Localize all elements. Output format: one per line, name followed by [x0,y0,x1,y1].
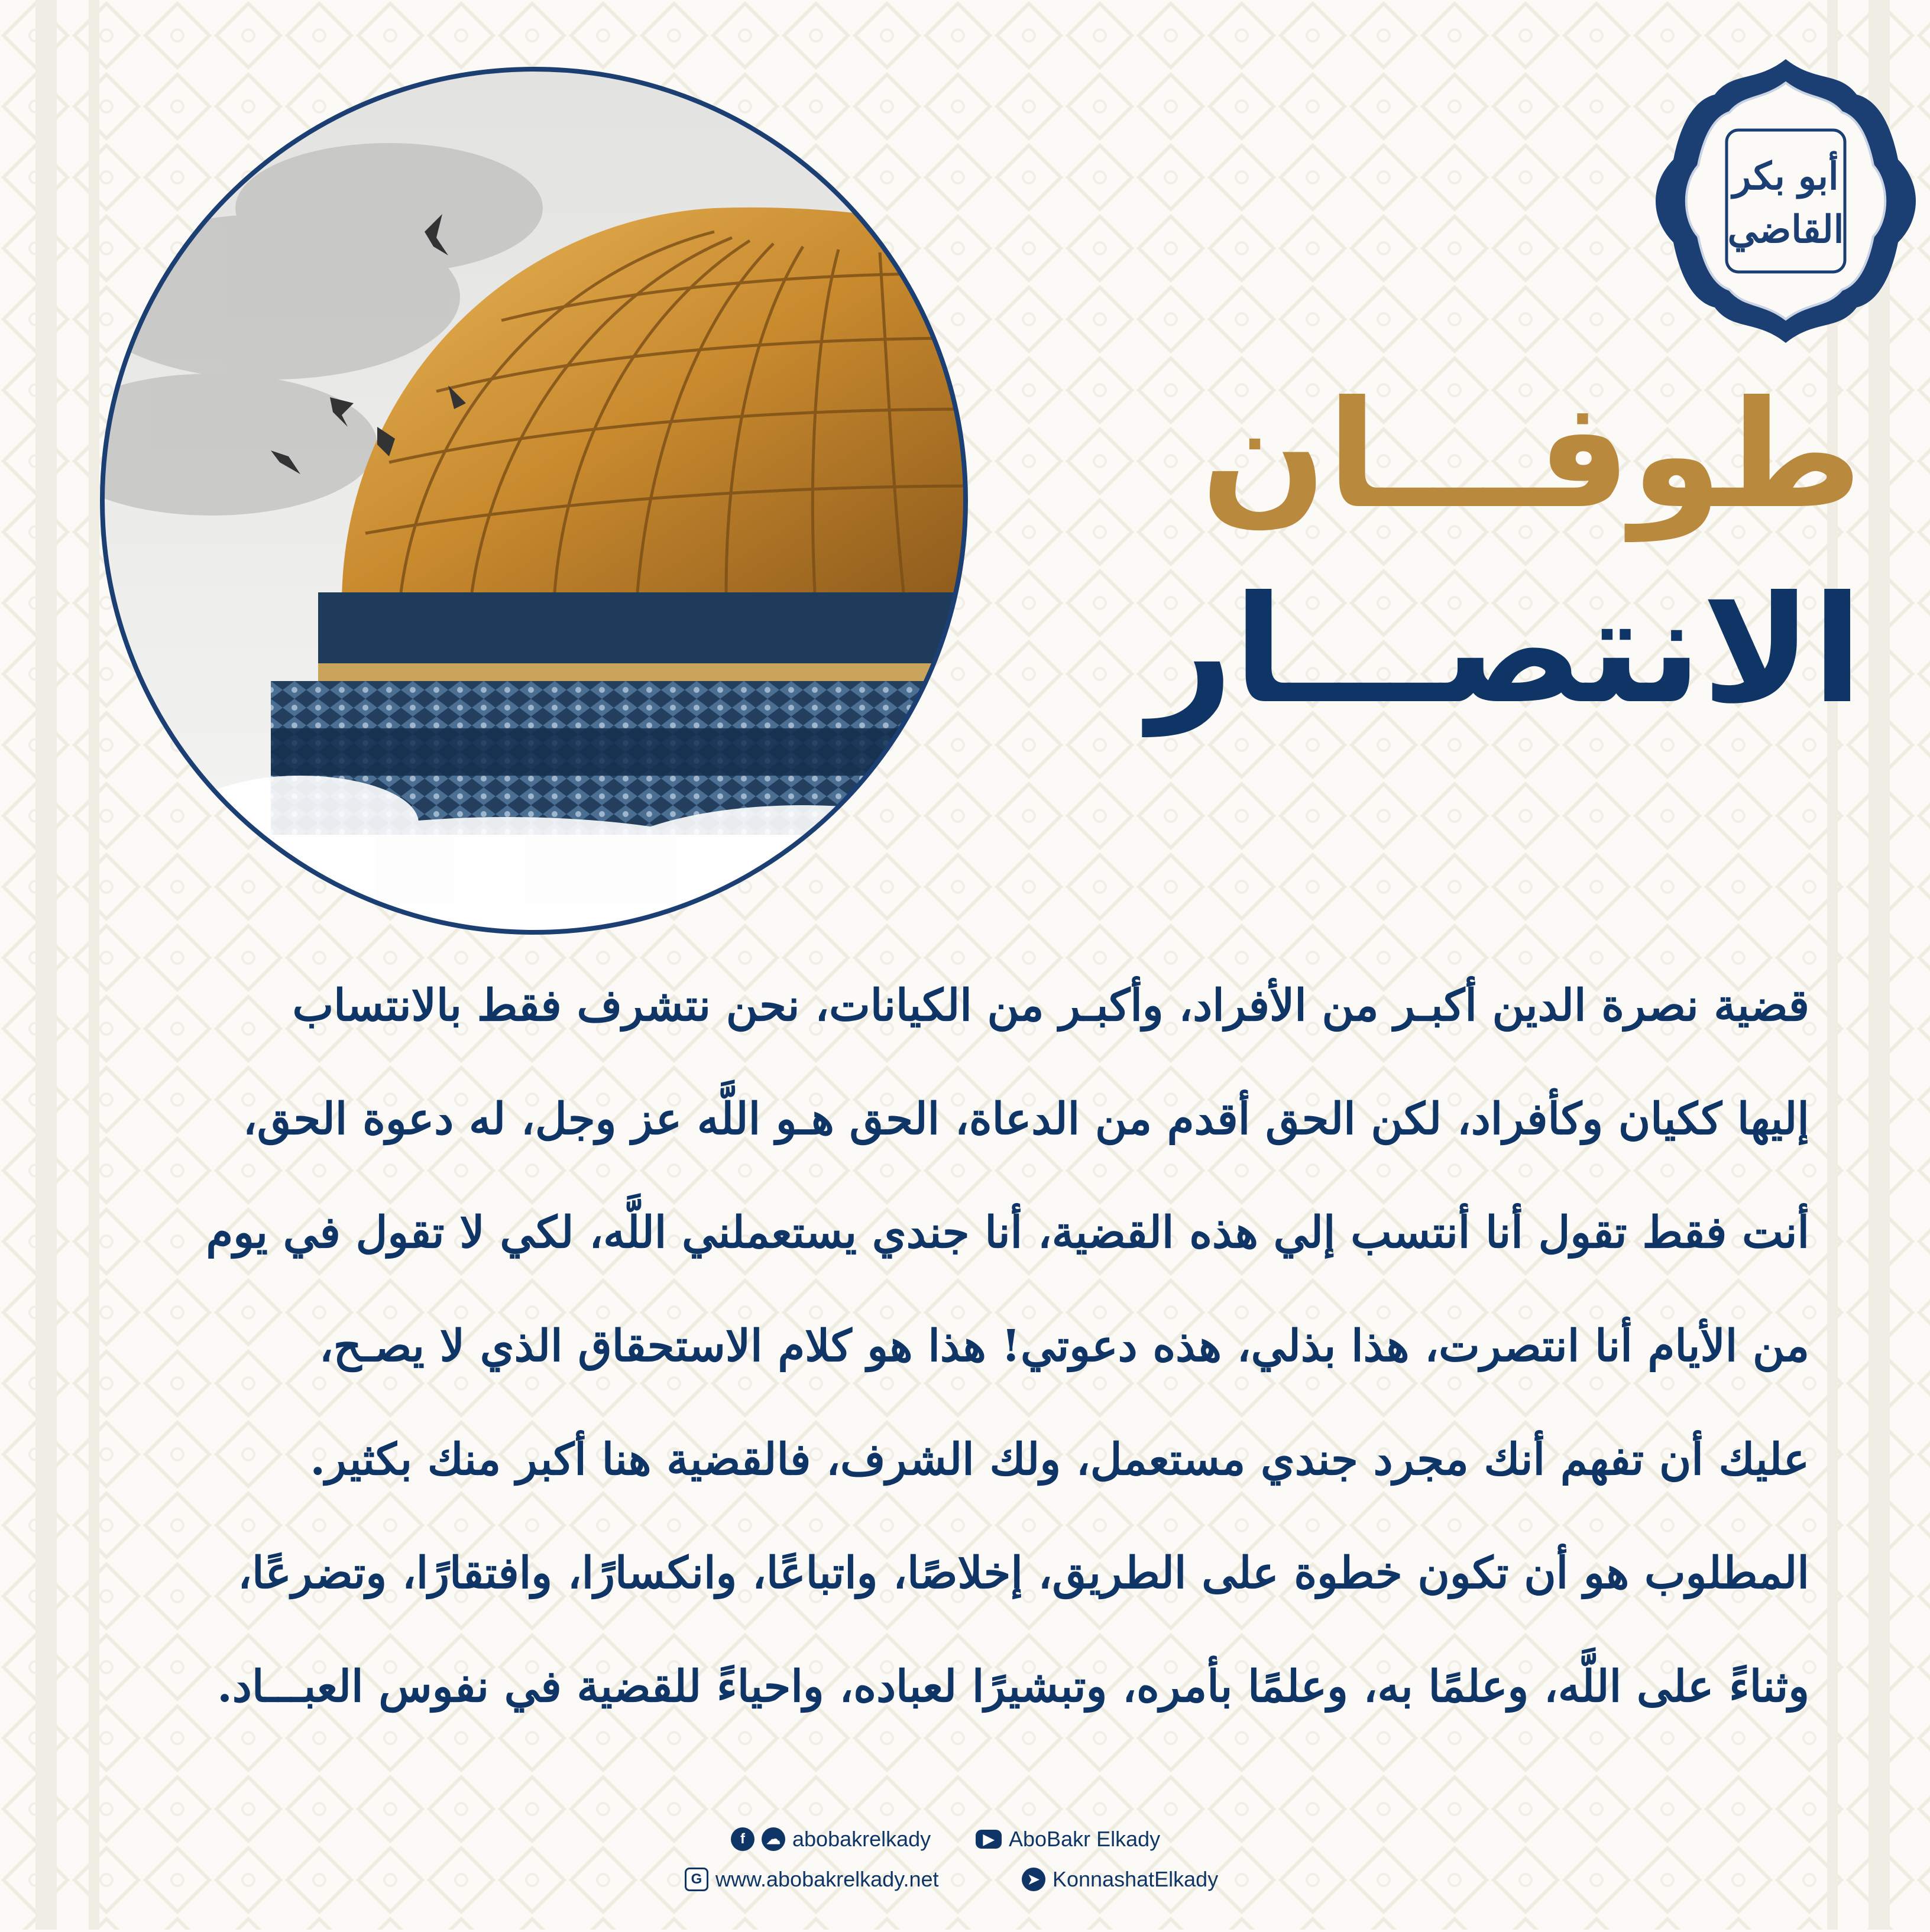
telegram-row[interactable] [1022,1867,1218,1892]
quote-line-7: وثناءً على اللَّه، وعلمًا به، وعلمًا بأمره، وتبشيرًا لعباده، واحياءً للقضية في نفوس العبـــاد. [217,1661,1809,1712]
quote-paragraph [118,949,1809,1743]
quote-line-4: من الأيام أنا انتصرت، هذا بذلي، هذه دعوتي! هذا هو كلام الاستحقاق الذي لا يصـح، [319,1321,1809,1372]
cloud-icon: ☁ [762,1827,785,1851]
youtube-row[interactable] [976,1827,1160,1852]
title-block [1123,367,1869,780]
quote-line-1: قضية نصرة الدين أكبـر من الأفراد، وأكبـر من الكيانات، نحن نتشرف فقط بالانتساب [292,980,1809,1031]
logo-line-1: أبو بكر [1733,154,1839,199]
facebook-icon: f [731,1827,754,1851]
quote-line-5: عليك أن تفهم أنك مجرد جندي مستعمل، ولك الشرف، فالقضية هنا أكبر منك بكثير. [310,1434,1809,1485]
google-icon: G [685,1868,708,1891]
title-line-2: الانتصـــار [1148,564,1863,736]
logo-line-2: القاضي [1727,208,1844,252]
youtube-channel[interactable]: AboBakr Elkady [1009,1827,1161,1851]
telegram-handle[interactable]: KonnashatElkady [1053,1867,1219,1891]
telegram-icon: ➤ [1022,1868,1045,1891]
quote-line-2: إليها ككيان وكأفراد، لكن الحق أقدم من الدعاة، الحق هـو اللَّه عز وجل، له دعوة الحق، [242,1094,1809,1145]
quote-line-6: المطلوب هو أن تكون خطوة على الطريق، إخلاصًا، واتباعًا، وانكسارًا، وافتقارًا، وتضرعًا، [238,1548,1809,1599]
social-handle[interactable]: abobakrelkady [792,1827,931,1851]
youtube-icon: ▶ [976,1830,1002,1849]
author-logo-medallion [1644,47,1928,355]
title-line-1: طوفـــان [1200,369,1863,541]
footer-contacts [0,1827,1930,1915]
website-row[interactable] [685,1867,939,1892]
social-handle-row[interactable] [731,1827,931,1852]
dome-of-the-rock-photo [93,60,974,941]
quote-line-3: أنت فقط تقول أنا أنتسب إلي هذه القضية، أنا جندي يستعملني اللَّه، لكي لا تقول في يوم [206,1207,1809,1258]
website-link[interactable]: www.abobakrelkady.net [715,1867,939,1891]
